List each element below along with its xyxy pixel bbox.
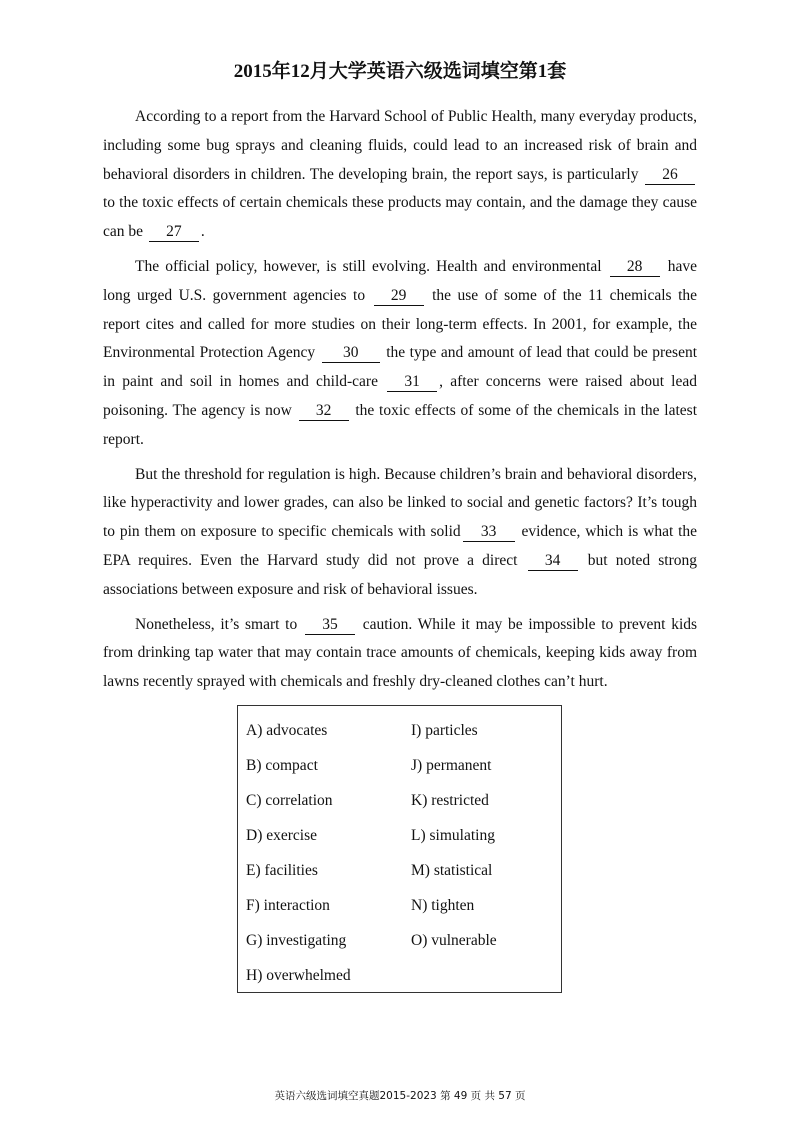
page-title: 2015年12月大学英语六级选词填空第1套 xyxy=(233,61,567,82)
paragraph-text: evidence, which is what the EPA requires. Even the Harvard study did not prove a direct xyxy=(103,523,698,569)
paragraph-text: the type and amount of lead that could be present in paint and soil in homes and child-care xyxy=(103,344,698,391)
blank-26: 26 xyxy=(645,165,695,185)
paragraph-text: The official policy, however, is still evolving. Health and environmental xyxy=(135,257,602,275)
paragraph-text: . xyxy=(200,223,205,241)
paragraph-text: the toxic effects of some of the chemicals in the latest report. xyxy=(103,401,698,448)
word-bank-left-column xyxy=(246,713,351,993)
option-j: J) permanent xyxy=(411,757,492,774)
paragraph-2 xyxy=(103,253,697,455)
paragraph-text: but noted strong associations between exposure and risk of behavioral issues. xyxy=(103,551,698,598)
option-l: L) simulating xyxy=(411,827,495,844)
paragraph-text: to the toxic effects of certain chemicals these products may contain, and the damage they cause can be xyxy=(103,194,697,241)
paragraph-text: caution. While it may be impossible to prevent kids from drinking tap water that may contain trace amounts of chemicals, keeping kids away from lawns recently sprayed with chemicals and freshly dry-cleaned clothes can’t hurt. xyxy=(103,615,698,691)
paragraph-4 xyxy=(103,611,697,697)
blank-35: 35 xyxy=(305,615,355,635)
word-bank-box xyxy=(237,705,562,993)
option-g: G) investigating xyxy=(246,932,347,949)
blank-29: 29 xyxy=(374,286,424,306)
blank-33: 33 xyxy=(463,522,515,542)
option-f: F) interaction xyxy=(246,897,330,914)
option-m: M) statistical xyxy=(411,862,493,879)
option-b: B) compact xyxy=(246,757,318,774)
word-bank-right-column xyxy=(411,713,497,958)
blank-32: 32 xyxy=(299,401,349,421)
option-h: H) overwhelmed xyxy=(246,967,351,984)
option-i: I) particles xyxy=(411,722,478,739)
option-o: O) vulnerable xyxy=(411,932,497,949)
paragraph-text: the use of some of the 11 chemicals the report cites and called for more studies on their long-term effects. In 2001, for example, the Environmental Protection Agency xyxy=(103,286,697,362)
paragraph-text: have long urged U.S. government agencies to xyxy=(103,257,698,304)
paragraph-text: But the threshold for regulation is high. Because children’s brain and behavioral disorders, like hyperactivity and lower grades, can also be linked to social and genetic factors? It’s tough to pin them on exposure to specific chemicals with solid xyxy=(103,465,697,541)
page-footer: 英语六级选词填空真题2015-2023 第 49 页 共 57 页 xyxy=(274,1090,526,1102)
blank-31: 31 xyxy=(387,372,437,392)
paragraph-1 xyxy=(103,103,697,247)
paragraph-3 xyxy=(103,461,697,605)
option-c: C) correlation xyxy=(246,792,333,809)
option-d: D) exercise xyxy=(246,827,317,844)
blank-27: 27 xyxy=(149,222,199,242)
option-e: E) facilities xyxy=(246,862,318,879)
option-n: N) tighten xyxy=(411,897,475,914)
blank-34: 34 xyxy=(528,551,578,571)
paragraph-text: Nonetheless, it’s smart to xyxy=(135,615,298,633)
paragraph-text: , after concerns were raised about lead poisoning. The agency is now xyxy=(103,373,697,419)
option-k: K) restricted xyxy=(411,792,489,809)
blank-28: 28 xyxy=(610,257,660,277)
paragraph-text: According to a report from the Harvard School of Public Health, many everyday products, including some bug sprays and cleaning fluids, could lead to an increased risk of brain and behavioral disorders in children. The developing brain, the report says, is particularly xyxy=(103,108,697,183)
option-a: A) advocates xyxy=(246,722,328,739)
passage xyxy=(103,103,697,703)
blank-30: 30 xyxy=(322,343,380,363)
